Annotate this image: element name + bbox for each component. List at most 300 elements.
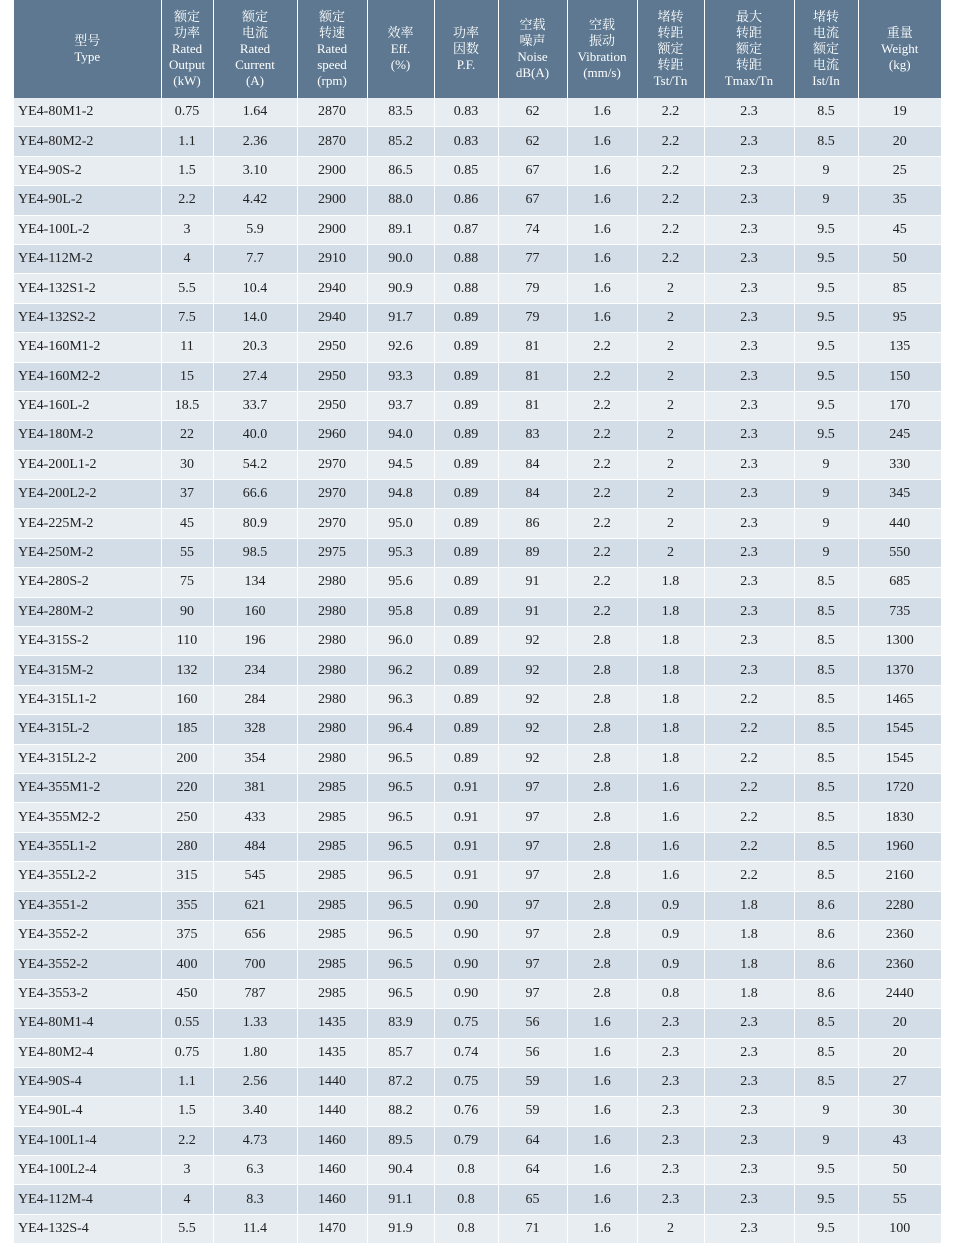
cell-pf: 0.75 [434,1009,498,1038]
cell-current: 1.33 [213,1009,297,1038]
cell-type: YE4-3552-2 [14,920,161,949]
table-row [14,920,941,949]
table-row [14,979,941,1008]
cell-pf: 0.89 [434,391,498,420]
cell-type: YE4-200L1-2 [14,450,161,479]
cell-noise: 97 [498,803,567,832]
table-row [14,480,941,509]
cell-vibration: 2.2 [567,480,637,509]
cell-type: YE4-180M-2 [14,421,161,450]
table-row [14,538,941,567]
cell-eff: 95.6 [367,568,434,597]
cell-tmax: 2.3 [704,509,794,538]
cell-tmax: 2.3 [704,333,794,362]
cell-current: 10.4 [213,274,297,303]
cell-output: 375 [161,920,213,949]
cell-speed: 2985 [297,950,367,979]
cell-current: 2.36 [213,127,297,156]
column-header-eff: 效率 Eff. (%) [367,0,434,98]
cell-type: YE4-100L2-4 [14,1156,161,1185]
cell-ist: 8.6 [794,979,858,1008]
cell-speed: 1470 [297,1214,367,1243]
cell-weight: 150 [858,362,941,391]
cell-ist: 9.5 [794,215,858,244]
cell-tst: 2.2 [637,98,704,127]
cell-ist: 9 [794,538,858,567]
cell-vibration: 2.8 [567,715,637,744]
cell-tmax: 1.8 [704,950,794,979]
cell-weight: 2160 [858,862,941,891]
cell-ist: 8.5 [794,744,858,773]
cell-noise: 97 [498,891,567,920]
column-header-noise: 空载 噪声 Noise dB(A) [498,0,567,98]
cell-output: 3 [161,215,213,244]
cell-weight: 27 [858,1067,941,1096]
cell-ist: 8.5 [794,1067,858,1096]
cell-noise: 91 [498,568,567,597]
cell-vibration: 1.6 [567,127,637,156]
cell-current: 160 [213,597,297,626]
cell-current: 381 [213,773,297,802]
cell-pf: 0.89 [434,480,498,509]
cell-type: YE4-280S-2 [14,568,161,597]
cell-output: 75 [161,568,213,597]
cell-eff: 96.5 [367,920,434,949]
cell-weight: 170 [858,391,941,420]
cell-speed: 2900 [297,215,367,244]
cell-vibration: 1.6 [567,274,637,303]
cell-output: 110 [161,627,213,656]
table-row [14,803,941,832]
cell-type: YE4-132S-4 [14,1214,161,1243]
cell-current: 787 [213,979,297,1008]
cell-tmax: 2.3 [704,1009,794,1038]
cell-noise: 84 [498,480,567,509]
cell-speed: 1440 [297,1067,367,1096]
cell-eff: 96.5 [367,862,434,891]
table-row [14,156,941,185]
cell-tmax: 1.8 [704,920,794,949]
cell-tmax: 2.3 [704,1126,794,1155]
cell-weight: 550 [858,538,941,567]
cell-tst: 2 [637,421,704,450]
cell-current: 545 [213,862,297,891]
cell-noise: 56 [498,1009,567,1038]
cell-weight: 1370 [858,656,941,685]
cell-vibration: 1.6 [567,98,637,127]
cell-current: 1.64 [213,98,297,127]
cell-noise: 59 [498,1067,567,1096]
cell-tmax: 2.2 [704,862,794,891]
cell-noise: 81 [498,391,567,420]
cell-ist: 8.5 [794,597,858,626]
cell-current: 4.73 [213,1126,297,1155]
cell-current: 234 [213,656,297,685]
cell-ist: 9 [794,186,858,215]
cell-eff: 93.7 [367,391,434,420]
cell-vibration: 2.8 [567,979,637,1008]
cell-weight: 735 [858,597,941,626]
cell-type: YE4-80M2-2 [14,127,161,156]
table-row [14,274,941,303]
cell-type: YE4-90L-4 [14,1097,161,1126]
cell-eff: 83.5 [367,98,434,127]
cell-tmax: 2.3 [704,1214,794,1243]
cell-weight: 135 [858,333,941,362]
cell-weight: 2360 [858,920,941,949]
table-row [14,1156,941,1185]
table-row [14,244,941,273]
cell-tst: 1.6 [637,773,704,802]
cell-noise: 59 [498,1097,567,1126]
cell-type: YE4-200L2-2 [14,480,161,509]
cell-ist: 8.5 [794,1038,858,1067]
cell-vibration: 2.8 [567,891,637,920]
cell-vibration: 2.8 [567,862,637,891]
cell-type: YE4-160M1-2 [14,333,161,362]
cell-pf: 0.90 [434,950,498,979]
cell-noise: 84 [498,450,567,479]
cell-vibration: 2.8 [567,685,637,714]
cell-tmax: 2.2 [704,685,794,714]
cell-pf: 0.89 [434,715,498,744]
motor-spec-table [14,0,941,1244]
cell-pf: 0.90 [434,891,498,920]
cell-current: 98.5 [213,538,297,567]
cell-type: YE4-315S-2 [14,627,161,656]
cell-current: 54.2 [213,450,297,479]
cell-tmax: 2.3 [704,156,794,185]
cell-ist: 9.5 [794,274,858,303]
cell-pf: 0.74 [434,1038,498,1067]
cell-noise: 92 [498,744,567,773]
cell-ist: 8.5 [794,656,858,685]
cell-vibration: 2.8 [567,744,637,773]
cell-output: 1.1 [161,1067,213,1096]
cell-speed: 2985 [297,773,367,802]
cell-pf: 0.91 [434,803,498,832]
cell-tmax: 2.3 [704,303,794,332]
cell-noise: 97 [498,832,567,861]
cell-type: YE4-315L2-2 [14,744,161,773]
table-row [14,891,941,920]
cell-speed: 2985 [297,920,367,949]
cell-type: YE4-112M-2 [14,244,161,273]
cell-pf: 0.8 [434,1185,498,1214]
cell-ist: 8.5 [794,685,858,714]
cell-vibration: 1.6 [567,1185,637,1214]
cell-weight: 20 [858,1038,941,1067]
cell-weight: 50 [858,1156,941,1185]
cell-pf: 0.89 [434,685,498,714]
cell-eff: 94.0 [367,421,434,450]
cell-vibration: 2.2 [567,362,637,391]
cell-pf: 0.88 [434,274,498,303]
cell-ist: 8.6 [794,950,858,979]
cell-speed: 2985 [297,979,367,1008]
cell-speed: 2950 [297,362,367,391]
cell-weight: 50 [858,244,941,273]
cell-eff: 96.0 [367,627,434,656]
cell-pf: 0.8 [434,1214,498,1243]
cell-current: 433 [213,803,297,832]
cell-current: 196 [213,627,297,656]
cell-weight: 345 [858,480,941,509]
cell-tst: 2 [637,274,704,303]
cell-noise: 92 [498,656,567,685]
table-row [14,950,941,979]
cell-noise: 65 [498,1185,567,1214]
cell-eff: 90.4 [367,1156,434,1185]
cell-noise: 97 [498,862,567,891]
column-header-speed: 额定 转速 Rated speed (rpm) [297,0,367,98]
cell-weight: 685 [858,568,941,597]
cell-speed: 2980 [297,685,367,714]
cell-type: YE4-3553-2 [14,979,161,1008]
table-row [14,627,941,656]
cell-weight: 1545 [858,744,941,773]
cell-weight: 35 [858,186,941,215]
cell-pf: 0.79 [434,1126,498,1155]
cell-weight: 2440 [858,979,941,1008]
cell-vibration: 1.6 [567,303,637,332]
cell-speed: 2960 [297,421,367,450]
cell-current: 328 [213,715,297,744]
cell-tmax: 2.3 [704,274,794,303]
cell-weight: 1300 [858,627,941,656]
cell-weight: 440 [858,509,941,538]
cell-speed: 2940 [297,303,367,332]
cell-eff: 95.0 [367,509,434,538]
cell-noise: 67 [498,156,567,185]
cell-tmax: 2.3 [704,480,794,509]
cell-speed: 2975 [297,538,367,567]
cell-tmax: 1.8 [704,891,794,920]
cell-ist: 8.5 [794,832,858,861]
cell-vibration: 2.2 [567,509,637,538]
cell-speed: 1460 [297,1126,367,1155]
cell-eff: 88.2 [367,1097,434,1126]
table-row [14,744,941,773]
cell-output: 3 [161,1156,213,1185]
cell-eff: 96.5 [367,979,434,1008]
cell-noise: 92 [498,685,567,714]
cell-type: YE4-80M1-2 [14,98,161,127]
cell-current: 484 [213,832,297,861]
cell-tmax: 2.3 [704,656,794,685]
cell-current: 3.10 [213,156,297,185]
cell-speed: 2970 [297,480,367,509]
cell-output: 132 [161,656,213,685]
cell-vibration: 1.6 [567,215,637,244]
cell-current: 3.40 [213,1097,297,1126]
cell-current: 1.80 [213,1038,297,1067]
table-row [14,1126,941,1155]
cell-vibration: 1.6 [567,244,637,273]
cell-eff: 89.1 [367,215,434,244]
cell-speed: 2980 [297,568,367,597]
cell-current: 134 [213,568,297,597]
cell-weight: 85 [858,274,941,303]
cell-tmax: 2.3 [704,244,794,273]
cell-speed: 2900 [297,186,367,215]
cell-output: 55 [161,538,213,567]
cell-type: YE4-80M1-4 [14,1009,161,1038]
cell-noise: 71 [498,1214,567,1243]
table-row [14,215,941,244]
cell-pf: 0.89 [434,362,498,391]
cell-ist: 8.5 [794,627,858,656]
cell-weight: 1545 [858,715,941,744]
cell-type: YE4-90L-2 [14,186,161,215]
cell-ist: 8.6 [794,891,858,920]
cell-current: 33.7 [213,391,297,420]
cell-weight: 20 [858,1009,941,1038]
cell-tst: 2 [637,1214,704,1243]
cell-noise: 77 [498,244,567,273]
cell-output: 11 [161,333,213,362]
cell-ist: 9.5 [794,1156,858,1185]
cell-current: 14.0 [213,303,297,332]
column-header-tst: 堵转 转距 额定 转距 Tst/Tn [637,0,704,98]
cell-speed: 2870 [297,98,367,127]
cell-vibration: 1.6 [567,1214,637,1243]
cell-tmax: 2.2 [704,803,794,832]
cell-tst: 1.6 [637,832,704,861]
cell-noise: 81 [498,333,567,362]
cell-pf: 0.91 [434,832,498,861]
cell-tmax: 2.3 [704,98,794,127]
cell-output: 400 [161,950,213,979]
cell-tst: 2 [637,303,704,332]
cell-output: 250 [161,803,213,832]
cell-ist: 9.5 [794,333,858,362]
cell-ist: 9 [794,509,858,538]
cell-tst: 2.3 [637,1067,704,1096]
cell-output: 15 [161,362,213,391]
cell-output: 5.5 [161,274,213,303]
cell-vibration: 2.2 [567,450,637,479]
cell-output: 200 [161,744,213,773]
table-row [14,1038,941,1067]
cell-tmax: 2.3 [704,1097,794,1126]
cell-pf: 0.87 [434,215,498,244]
cell-pf: 0.89 [434,568,498,597]
cell-output: 185 [161,715,213,744]
cell-ist: 8.5 [794,1009,858,1038]
cell-ist: 9 [794,1126,858,1155]
cell-current: 8.3 [213,1185,297,1214]
cell-noise: 56 [498,1038,567,1067]
cell-speed: 1435 [297,1009,367,1038]
cell-type: YE4-112M-4 [14,1185,161,1214]
cell-tst: 2 [637,333,704,362]
cell-type: YE4-3551-2 [14,891,161,920]
cell-eff: 88.0 [367,186,434,215]
cell-noise: 74 [498,215,567,244]
cell-tst: 1.8 [637,715,704,744]
cell-vibration: 2.8 [567,656,637,685]
column-header-ist: 堵转 电流 额定 电流 Ist/In [794,0,858,98]
cell-current: 700 [213,950,297,979]
cell-eff: 93.3 [367,362,434,391]
cell-type: YE4-315L-2 [14,715,161,744]
cell-ist: 9.5 [794,421,858,450]
column-header-output: 额定 功率 Rated Output (kW) [161,0,213,98]
cell-tmax: 2.3 [704,568,794,597]
cell-eff: 94.8 [367,480,434,509]
cell-weight: 330 [858,450,941,479]
cell-output: 1.5 [161,1097,213,1126]
cell-weight: 245 [858,421,941,450]
cell-tmax: 2.3 [704,627,794,656]
cell-pf: 0.89 [434,509,498,538]
table-row [14,568,941,597]
cell-tmax: 2.2 [704,832,794,861]
cell-weight: 95 [858,303,941,332]
cell-output: 315 [161,862,213,891]
cell-speed: 2980 [297,744,367,773]
cell-weight: 55 [858,1185,941,1214]
table-row [14,303,941,332]
table-row [14,656,941,685]
cell-eff: 96.5 [367,773,434,802]
cell-noise: 97 [498,950,567,979]
cell-pf: 0.91 [434,862,498,891]
table-row [14,98,941,127]
cell-ist: 9 [794,156,858,185]
cell-tst: 2 [637,362,704,391]
table-row [14,127,941,156]
cell-vibration: 2.8 [567,627,637,656]
cell-ist: 9.5 [794,303,858,332]
column-header-weight: 重量 Weight (kg) [858,0,941,98]
cell-output: 30 [161,450,213,479]
cell-current: 11.4 [213,1214,297,1243]
cell-current: 7.7 [213,244,297,273]
table-row [14,862,941,891]
cell-noise: 79 [498,274,567,303]
cell-weight: 2360 [858,950,941,979]
cell-pf: 0.89 [434,744,498,773]
cell-type: YE4-80M2-4 [14,1038,161,1067]
cell-weight: 2280 [858,891,941,920]
cell-output: 45 [161,509,213,538]
cell-pf: 0.8 [434,1156,498,1185]
cell-eff: 96.5 [367,744,434,773]
cell-output: 18.5 [161,391,213,420]
cell-output: 0.55 [161,1009,213,1038]
cell-current: 40.0 [213,421,297,450]
cell-tst: 2.2 [637,186,704,215]
cell-output: 2.2 [161,1126,213,1155]
cell-pf: 0.86 [434,186,498,215]
cell-tst: 2.3 [637,1126,704,1155]
cell-tst: 2.2 [637,127,704,156]
cell-weight: 19 [858,98,941,127]
cell-tmax: 2.3 [704,421,794,450]
cell-type: YE4-315L1-2 [14,685,161,714]
cell-noise: 97 [498,920,567,949]
cell-tmax: 2.3 [704,597,794,626]
column-header-vibration: 空载 振动 Vibration (mm/s) [567,0,637,98]
cell-tst: 1.6 [637,862,704,891]
cell-ist: 8.6 [794,920,858,949]
cell-tmax: 2.3 [704,538,794,567]
cell-speed: 2970 [297,509,367,538]
table-header [14,0,941,98]
cell-tst: 1.6 [637,803,704,832]
